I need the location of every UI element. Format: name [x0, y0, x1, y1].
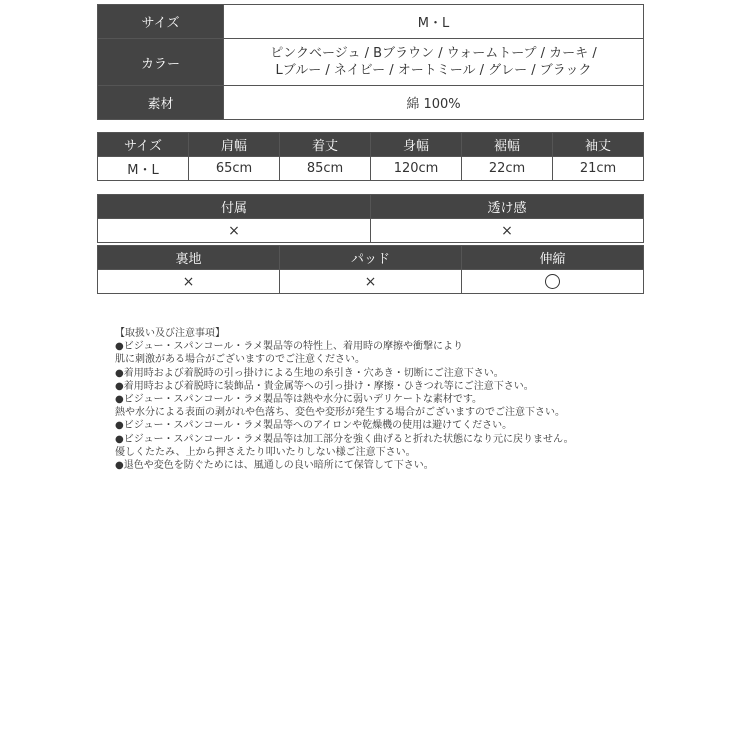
measure-cell: 22cm — [462, 157, 553, 181]
accessory-value: × — [98, 219, 371, 243]
circle-icon — [545, 274, 560, 289]
size-label: サイズ — [98, 5, 224, 39]
note-line: ●着用時および着脱時の引っ掛けによる生地の糸引き・穴あき・切断にご注意下さい。 — [115, 367, 504, 379]
note-line: 優しくたたみ、上から押さえたり叩いたりしない様ご注意下さい。 — [115, 446, 416, 458]
measure-header: 袖丈 — [553, 133, 644, 157]
stretch-value — [462, 270, 644, 294]
measure-cell: 65cm — [189, 157, 280, 181]
measure-cell: 85cm — [280, 157, 371, 181]
sheer-label: 透け感 — [371, 195, 644, 219]
care-notes — [115, 327, 635, 472]
measure-cell: M・L — [98, 157, 189, 181]
spec-table — [97, 4, 644, 120]
notes-title: 【取扱い及び注意事項】 — [115, 328, 225, 339]
note-line: ●ビジュー・スパンコール・ラメ製品等は熱や水分に弱いデリケートな素材です。 — [115, 394, 483, 406]
pad-value: × — [280, 270, 462, 294]
measure-header: 裾幅 — [462, 133, 553, 157]
color-line-1: ピンクベージュ / Bブラウン / ウォームトープ / カーキ / — [270, 46, 597, 61]
measure-cell: 120cm — [371, 157, 462, 181]
material-label: 素材 — [98, 86, 224, 120]
measure-header: 身幅 — [371, 133, 462, 157]
stretch-label: 伸縮 — [462, 246, 644, 270]
lining-value: × — [98, 270, 280, 294]
material-value: 綿 100% — [224, 86, 644, 120]
feature-table-bottom — [97, 245, 644, 294]
note-line: 熱や水分による表面の剥がれや色落ち、変色や変形が発生する場合がございますのでご注意下さい。 — [115, 407, 565, 419]
color-value — [224, 39, 644, 86]
sheer-value: × — [371, 219, 644, 243]
size-value: M・L — [224, 5, 644, 39]
measure-header: 着丈 — [280, 133, 371, 157]
note-line: ●ビジュー・スパンコール・ラメ製品等は加工部分を強く曲げると折れた状態になり元に戻りません。 — [115, 433, 574, 445]
pad-label: パッド — [280, 246, 462, 270]
lining-label: 裏地 — [98, 246, 280, 270]
measure-cell: 21cm — [553, 157, 644, 181]
measure-header: サイズ — [98, 133, 189, 157]
note-line: ●退色や変色を防ぐためには、風通しの良い暗所にて保管して下さい。 — [115, 460, 434, 472]
measurement-table — [97, 132, 644, 181]
color-label: カラー — [98, 39, 224, 86]
accessory-label: 付属 — [98, 195, 371, 219]
note-line: ●着用時および着脱時に装飾品・貴金属等への引っ掛け・摩擦・ひきつれ等にご注意下さい。 — [115, 380, 534, 392]
color-line-2: Lブルー / ネイビー / オートミール / グレー / ブラック — [275, 63, 592, 78]
note-line: ●ビジュー・スパンコール・ラメ製品等の特性上、着用時の摩擦や衝撃により — [115, 341, 464, 353]
note-line: 肌に刺激がある場合がございますのでご注意ください。 — [115, 354, 365, 366]
feature-table-top — [97, 194, 644, 243]
note-line: ●ビジュー・スパンコール・ラメ製品等へのアイロンや乾燥機の使用は避けてください。 — [115, 420, 513, 432]
measure-header: 肩幅 — [189, 133, 280, 157]
